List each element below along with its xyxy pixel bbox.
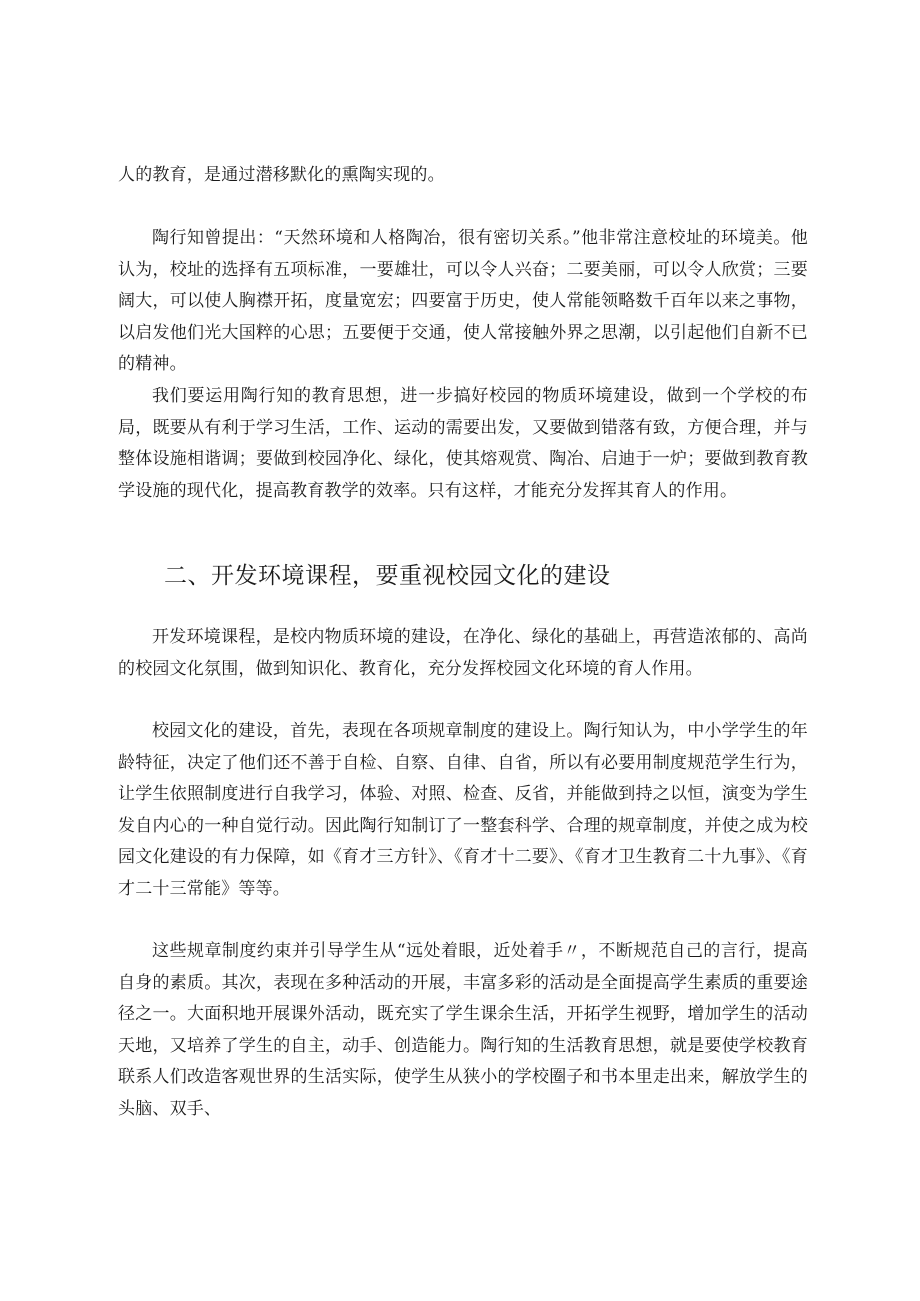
paragraph-5: 校园文化的建设，首先，表现在各项规章制度的建设上。陶行知认为，中小学学生的年龄特征，决定了他们还不善于自检、自察、自律、自省，所以有必要用制度规范学生行为，让学生依照制度进行自我学习，体验、对照、检查、反省，并能做到持之以恒，演变为学生发自内心的一种自觉行动。因此陶行知制订了一整套科学、合理的规章制度，并使之成为校园文化建设的有力保障，如《育才三方针》、《育才十二要》、《育才卫生教育二十九事》、《育才二十三常能》等等。 xyxy=(118,721,808,899)
paragraph-6: 这些规章制度约束并引导学生从“远处着眼，近处着手〃，不断规范自己的言行，提高自身的素质。其次，表现在多种活动的开展，丰富多彩的活动是全面提高学生素质的重要途径之一。大面积地开展课外活动，既充实了学生课余生活，开拓学生视野，增加学生的活动天地，又培养了学生的自主，动手、创造能力。陶行知的生活教育思想，就是要使学校教育联系人们改造客观世界的生活实际，使学生从狭小的学校圈子和书本里走出来，解放学生的头脑、双手、 xyxy=(118,941,808,1119)
paragraph-1: 人的教育，是通过潜移默化的熏陶实现的。 xyxy=(118,165,445,185)
paragraph-3: 我们要运用陶行知的教育思想，进一步搞好校园的物质环境建设，做到一个学校的布局，既要从有利于学习生活，工作、运动的需要出发，又要做到错落有致，方便合理，并与整体设施相谐调；要做到校园净化、绿化，使其熔观赏、陶冶、启迪于一炉；要做到教育教学设施的现代化，提高教育教学的效率。只有这样，才能充分发挥其育人的作用。 xyxy=(118,386,808,501)
section-heading: 二、开发环境课程，要重视校园文化的建设 xyxy=(164,563,611,589)
paragraph-2: 陶行知曾提出：“天然环境和人格陶冶，很有密切关系。”他非常注意校址的环境美。他认为，校址的选择有五项标准，一要雄壮，可以令人兴奋；二要美丽，可以令人欣赏；三要阔大，可以使人胸襟开拓，度量宽宏；四要富于历史，使人常能领略数千百年以来之事物，以启发他们光大国粹的心思；五要便于交通，使人常接触外界之思潮，以引起他们自新不已的精神。 xyxy=(118,228,808,374)
paragraph-4: 开发环境课程，是校内物质环境的建设，在净化、绿化的基础上，再营造浓郁的、高尚的校园文化氛围，做到知识化、教育化，充分发挥校园文化环境的育人作用。 xyxy=(118,627,808,679)
